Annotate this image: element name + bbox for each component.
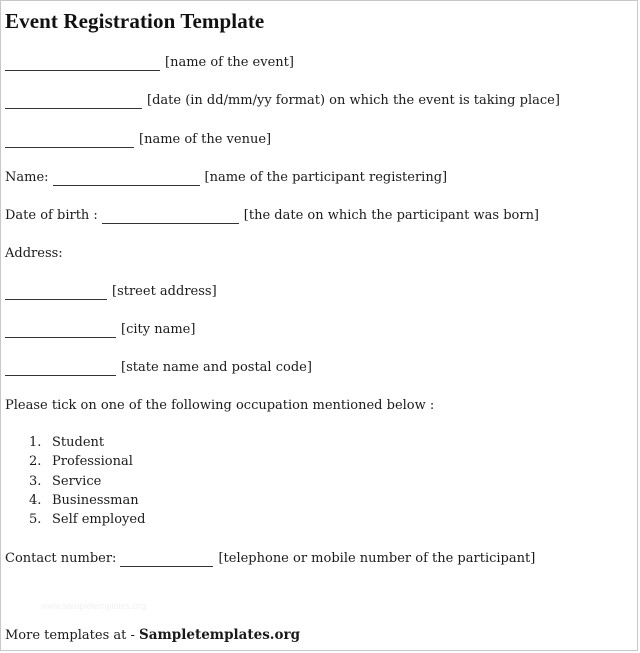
street-blank[interactable] [5, 287, 107, 300]
participant-name-label: Name: [5, 170, 49, 185]
contact-row [5, 551, 535, 567]
contact-hint: [telephone or mobile number of the participant] [218, 551, 536, 566]
city-blank[interactable] [5, 325, 116, 338]
event-date-row [5, 93, 560, 109]
city-row [5, 322, 195, 338]
event-date-blank[interactable] [5, 96, 142, 109]
occupation-number: 5. [29, 512, 42, 528]
date-of-birth-label: Date of birth : [5, 208, 98, 223]
occupation-number: 4. [29, 492, 42, 508]
occupation-number: 2. [29, 454, 42, 470]
occupation-label: Student [52, 435, 105, 450]
occupation-item[interactable] [29, 474, 145, 493]
occupation-label: Professional [52, 454, 133, 470]
footer [5, 627, 300, 643]
occupation-label: Businessman [52, 492, 139, 508]
occupation-label: Service [52, 473, 102, 489]
venue-hint: [name of the venue] [139, 132, 272, 147]
occupation-label: Self employed [52, 512, 146, 528]
occupation-list [29, 435, 145, 531]
state-blank[interactable] [5, 363, 116, 376]
street-hint: [street address] [112, 284, 217, 299]
event-name-hint: [name of the event] [165, 55, 294, 70]
state-hint: [state name and postal code] [121, 360, 312, 375]
venue-blank[interactable] [5, 135, 134, 148]
footer-site-link[interactable]: Sampletemplates.org [139, 627, 301, 643]
date-of-birth-blank[interactable] [102, 211, 239, 224]
participant-name-hint: [name of the participant registering] [204, 170, 448, 185]
date-of-birth-row [5, 208, 539, 224]
participant-name-row [5, 170, 447, 186]
occupation-item[interactable] [29, 435, 145, 454]
contact-label: Contact number: [5, 551, 117, 566]
occupation-number: 3. [29, 473, 42, 489]
event-date-hint: [date (in dd/mm/yy format) on which the event is taking place] [147, 93, 560, 108]
footer-prefix: More templates at - [5, 628, 140, 643]
contact-blank[interactable] [120, 554, 213, 567]
document-title: Event Registration Template [5, 9, 265, 33]
occupation-number: 1. [29, 435, 42, 450]
occupation-prompt: Please tick on one of the following occupation mentioned below : [5, 398, 435, 413]
occupation-item[interactable] [29, 454, 145, 473]
venue-row [5, 132, 271, 148]
occupation-item[interactable] [29, 493, 145, 512]
participant-name-blank[interactable] [53, 173, 200, 186]
address-label: Address: [5, 246, 63, 261]
watermark-text: www.sampletemplates.org [41, 601, 147, 611]
street-row [5, 284, 217, 300]
event-name-blank[interactable] [5, 58, 160, 71]
occupation-item[interactable] [29, 512, 145, 531]
city-hint: [city name] [121, 322, 196, 337]
date-of-birth-hint: [the date on which the participant was born] [243, 208, 540, 223]
state-row [5, 360, 312, 376]
event-name-row [5, 55, 294, 71]
